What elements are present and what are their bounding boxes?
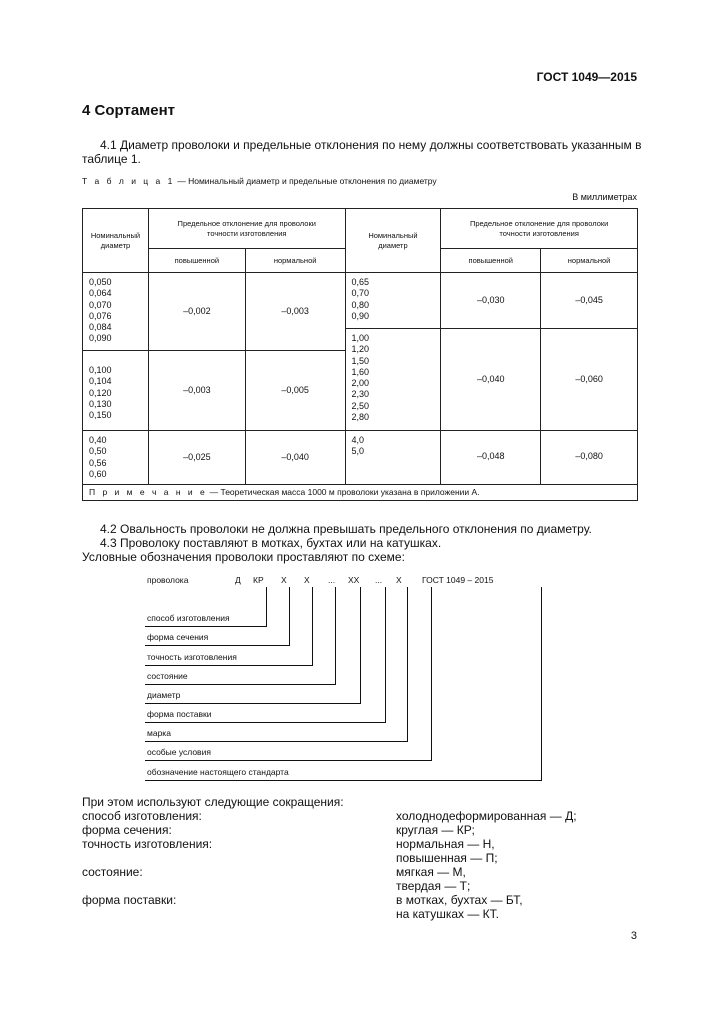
scheme-code-d: Д [235, 575, 241, 585]
scheme-code-dots1: ... [328, 575, 336, 585]
paragraph-4-1-line1: 4.1 Диаметр проволоки и предельные отклонения по нему должны соответствовать указанным в [100, 138, 642, 152]
scheme-hline-1 [145, 626, 266, 627]
scheme-code-dots2: ... [375, 575, 383, 585]
scheme-item-diameter: диаметр [147, 690, 181, 700]
scheme-item-section: форма сечения [147, 632, 209, 642]
scheme-code-xx: ХХ [348, 575, 360, 585]
scheme-hline-7 [145, 741, 407, 742]
left-diameters-group-3: 0,40 0,50 0,56 0,60 [83, 431, 149, 485]
designation-scheme [145, 571, 585, 791]
right-normal-deviation-3: –0,080 [541, 431, 638, 485]
scheme-hline-5 [145, 703, 360, 704]
scheme-hline-4 [145, 684, 335, 685]
scheme-item-method: способ изготовления [147, 613, 230, 623]
left-high-deviation-3: –0,025 [148, 431, 245, 485]
scheme-vline-9 [541, 587, 542, 781]
col-header-high-left: повышенной [148, 249, 245, 273]
scheme-hline-6 [145, 722, 385, 723]
abbr-value-delivery-spools: на катушках — КТ. [396, 907, 499, 921]
left-diameters-group-2: 0,100 0,104 0,120 0,130 0,150 [83, 351, 149, 431]
right-high-deviation-1: –0,030 [441, 273, 541, 329]
abbr-label-state: состояние: [82, 865, 143, 879]
right-normal-deviation-2: –0,060 [541, 329, 638, 431]
scheme-hline-8 [145, 760, 431, 761]
scheme-item-grade: марка [147, 728, 171, 738]
abbr-value-method: холоднодеформированная — Д; [396, 809, 577, 823]
table-note: П р и м е ч а н и е — Теоретическая масса 1000 м проволоки указана в приложении А. [83, 485, 638, 501]
scheme-vline-6 [385, 587, 386, 723]
abbreviations-intro: При этом используют следующие сокращения: [82, 795, 344, 809]
left-high-deviation-1: –0,002 [148, 273, 245, 351]
abbr-value-accuracy-high: повышенная — П; [396, 851, 498, 865]
right-diameters-group-3: 4,0 5,0 [345, 431, 441, 485]
table-caption-text: — Номинальный диаметр и предельные отклонения по диаметру [174, 176, 437, 186]
document-code: ГОСТ 1049—2015 [536, 70, 637, 84]
right-normal-deviation-1: –0,045 [541, 273, 638, 329]
table-1 [82, 208, 638, 501]
col-header-deviation-left: Предельное отклонение для проволоки точности изготовления [148, 209, 345, 249]
scheme-code-kr: КР [253, 575, 264, 585]
page-number: 3 [630, 930, 637, 942]
scheme-word: проволока [147, 575, 189, 585]
col-header-nominal-left: Номинальный диаметр [83, 209, 149, 273]
abbr-label-method: способ изготовления: [82, 809, 202, 823]
scheme-code-x3: Х [396, 575, 402, 585]
scheme-vline-1 [266, 587, 267, 627]
scheme-vline-8 [431, 587, 432, 761]
col-header-nominal-right: Номинальный диаметр [345, 209, 441, 273]
abbr-label-section: форма сечения: [82, 823, 172, 837]
scheme-standard: ГОСТ 1049 – 2015 [422, 575, 494, 585]
left-normal-deviation-3: –0,040 [245, 431, 345, 485]
abbr-value-delivery-coils: в мотках, бухтах — БТ, [396, 893, 523, 907]
right-diameters-group-2: 1,00 1,20 1,50 1,60 2,00 2,30 2,50 2,80 [345, 329, 441, 431]
scheme-hline-3 [145, 665, 312, 666]
scheme-code-x1: Х [281, 575, 287, 585]
left-diameters-group-1: 0,050 0,064 0,070 0,076 0,084 0,090 [83, 273, 149, 351]
scheme-code-x2: Х [304, 575, 310, 585]
scheme-hline-9 [145, 780, 541, 781]
col-header-high-right: повышенной [441, 249, 541, 273]
right-high-deviation-2: –0,040 [441, 329, 541, 431]
col-header-deviation-right: Предельное отклонение для проволоки точности изготовления [441, 209, 638, 249]
paragraph-scheme-intro: Условные обозначения проволоки проставляют по схеме: [82, 550, 405, 564]
left-high-deviation-2: –0,003 [148, 351, 245, 431]
paragraph-4-1-line2: таблице 1. [82, 152, 141, 166]
scheme-hline-2 [145, 645, 289, 646]
left-normal-deviation-2: –0,005 [245, 351, 345, 431]
paragraph-4-2: 4.2 Овальность проволоки не должна превышать предельного отклонения по диаметру. [100, 522, 592, 536]
paragraph-4-3: 4.3 Проволоку поставляют в мотках, бухтах или на катушках. [100, 536, 442, 550]
abbr-value-state-soft: мягкая — М, [396, 865, 466, 879]
scheme-item-standard: обозначение настоящего стандарта [147, 767, 289, 777]
abbr-value-state-hard: твердая — Т; [396, 879, 471, 893]
abbr-value-accuracy-normal: нормальная — Н, [396, 837, 495, 851]
scheme-vline-5 [360, 587, 361, 704]
abbr-label-accuracy: точность изготовления: [82, 837, 213, 851]
scheme-vline-7 [407, 587, 408, 742]
abbr-value-section: круглая — КР; [396, 823, 475, 837]
col-header-normal-right: нормальной [541, 249, 638, 273]
right-high-deviation-3: –0,048 [441, 431, 541, 485]
scheme-vline-2 [289, 587, 290, 646]
abbr-label-delivery: форма поставки: [82, 893, 177, 907]
scheme-item-accuracy: точность изготовления [147, 652, 237, 662]
scheme-item-special: особые условия [147, 747, 211, 757]
scheme-item-state: состояние [147, 671, 188, 681]
section-title: 4 Сортамент [82, 102, 176, 119]
right-diameters-group-1: 0,65 0,70 0,80 0,90 [345, 273, 441, 329]
left-normal-deviation-1: –0,003 [245, 273, 345, 351]
table-units: В миллиметрах [572, 192, 637, 202]
scheme-item-delivery: форма поставки [147, 709, 212, 719]
scheme-vline-4 [335, 587, 336, 685]
col-header-normal-left: нормальной [245, 249, 345, 273]
table-caption [82, 176, 437, 186]
scheme-vline-3 [312, 587, 313, 666]
table-caption-prefix: Т а б л и ц а 1 [82, 176, 175, 186]
